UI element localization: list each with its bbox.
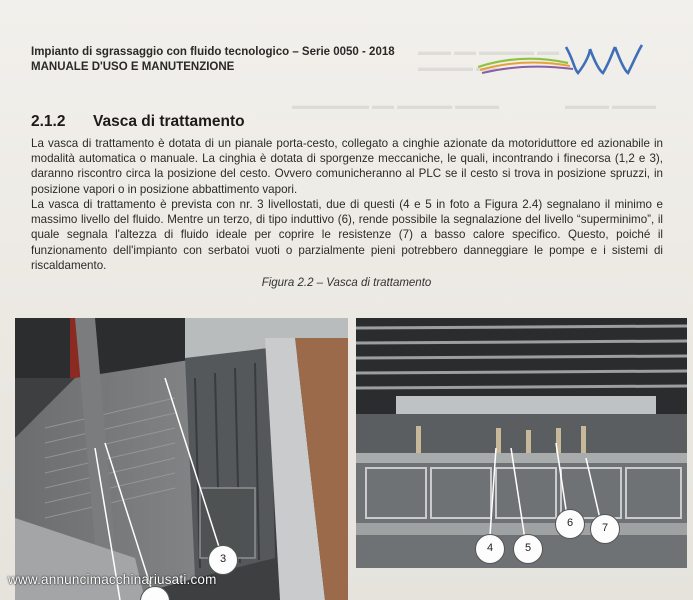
callout-7: 7: [590, 514, 620, 544]
show-through-text: ▬▬▬ ▬▬ ▬▬▬▬▬ ▬▬: [418, 46, 560, 58]
photo-tank-top-view: [15, 318, 348, 600]
callout-5: 5: [513, 534, 543, 564]
section-title: Vasca di trattamento: [93, 113, 245, 130]
company-logo: [478, 41, 648, 77]
callout-6: 6: [555, 509, 585, 539]
watermark-text: www.annuncimacchinariusati.com: [8, 572, 217, 587]
figure-caption: Figura 2.2 – Vasca di trattamento: [261, 277, 432, 289]
photo-tank-internal-view-image: [356, 318, 687, 568]
photo-tank-internal-view: [356, 318, 687, 568]
callout-4: 4: [475, 534, 505, 564]
document-header-subtitle: MANUALE D'USO E MANUTENZIONE: [31, 61, 235, 73]
show-through-text: ▬▬▬▬ ▬▬▬▬: [565, 100, 657, 112]
paragraph-basket-platform: La vasca di trattamento è dotata di un pianale porta-cesto, collegato a cinghie azionate da motoriduttore ed azionabile in modalità automatica o manuale. La cinghia è dotata di sporgenze meccaniche, le quali, incontrando i finecorsa (1,2 e 3), daranno riscontro circa la posizione del cesto. Ovvero comunicheranno al PLC se il cesto si trova in posizione spruzzi, in posizione vapori o in posizione abbattimento vapori.: [31, 137, 663, 196]
section-number: 2.1.2: [31, 113, 66, 130]
callout-3: 3: [208, 545, 238, 575]
show-through-text: ▬▬▬▬▬ ▬▬: [418, 62, 499, 74]
document-header-title: Impianto di sgrassaggio con fluido tecnologico – Serie 0050 - 2018: [31, 46, 395, 58]
paragraph-level-switches: La vasca di trattamento è prevista con nr. 3 livellostati, due di questi (4 e 5 in foto a Figura 2.4) segnalano il minimo e massimo livello del fluido. Mentre un terzo, di tipo induttivo (6), rende possibile la segnalazione del livello “superminimo”, il quale segnala l'altezza di fluido ideale per coprire le resistenze (7) a basso calore specifico. Questo, poiché il funzionamento dell'impianto con serbatoi vuoti o parzialmente pieni potrebbero danneggiare le pompe e i sistemi di riscaldamento.: [31, 198, 663, 272]
show-through-text: ▬▬▬▬▬▬▬ ▬▬ ▬▬▬▬▬ ▬▬▬▬: [292, 100, 500, 112]
photo-tank-top-view-image: [15, 318, 348, 600]
